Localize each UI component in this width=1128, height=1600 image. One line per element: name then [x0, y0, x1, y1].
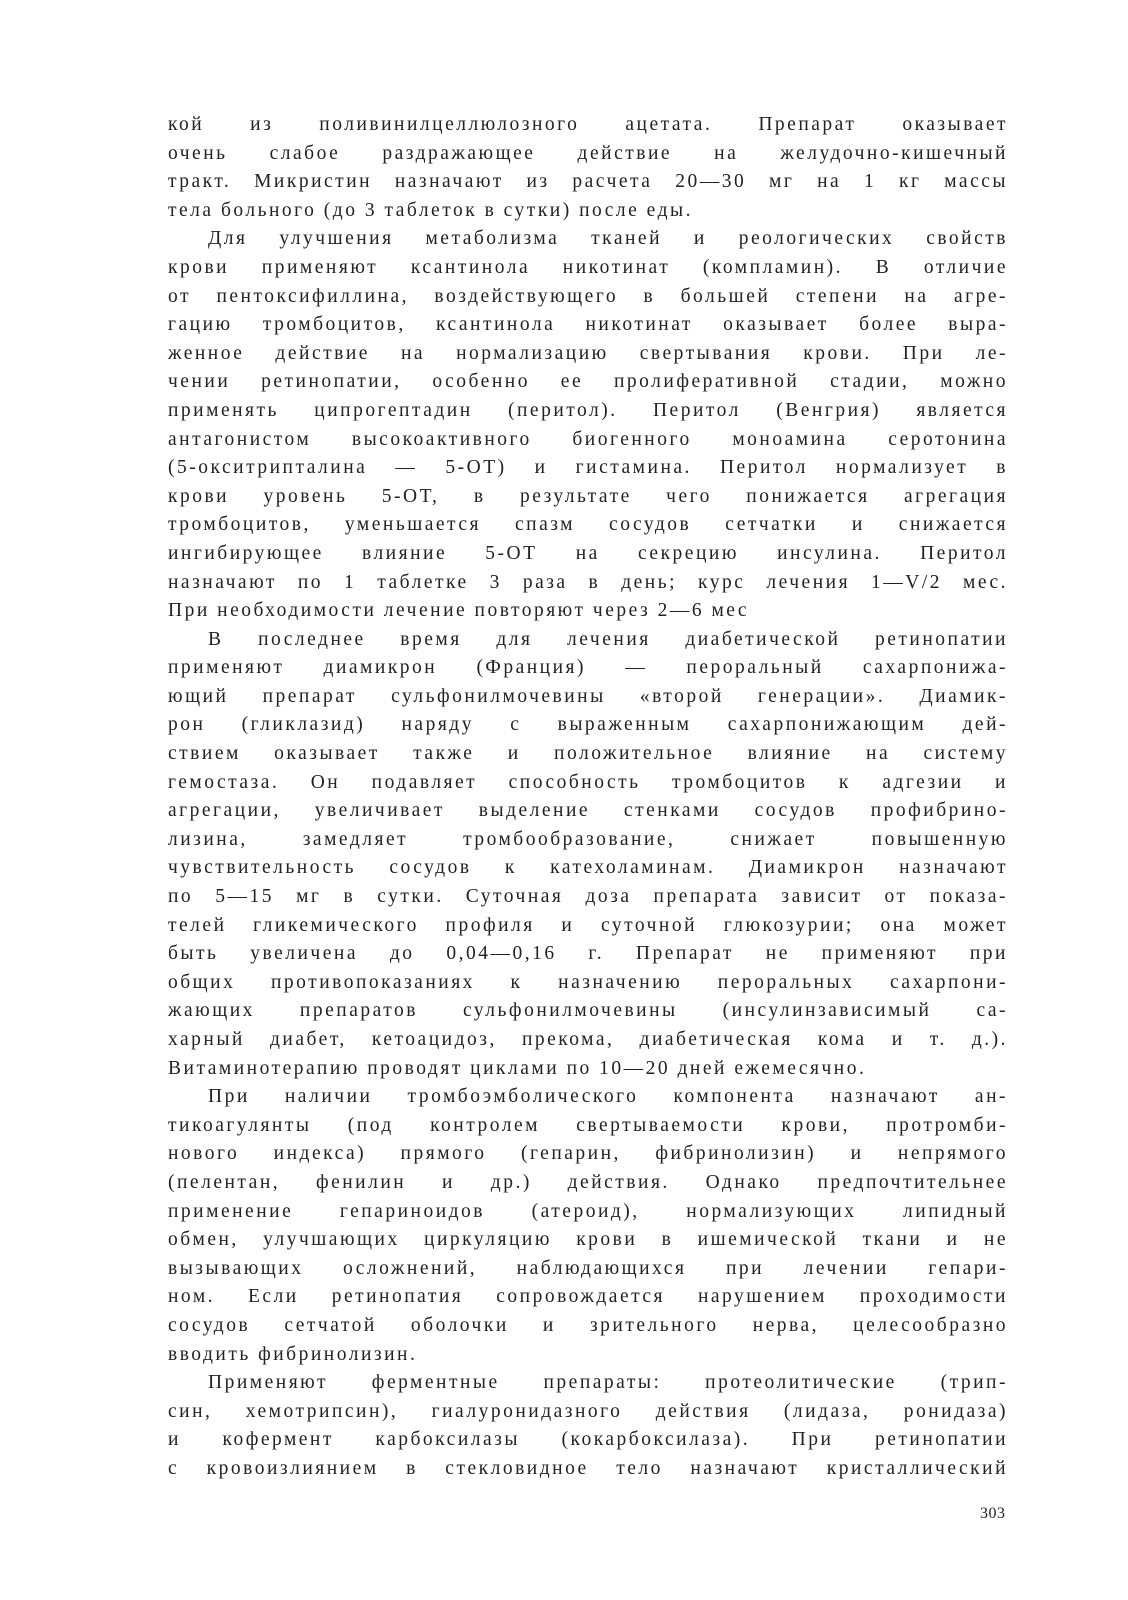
text-line: В последнее время для лечения диабетической ретинопатии [208, 628, 1008, 650]
paragraph-4 [168, 1083, 1008, 1369]
text-line: тромбоцитов, уменьшается спазм сосудов сетчатки и снижается [168, 514, 1008, 536]
text-line: тела больного (до 3 таблеток в сутки) после еды. [168, 199, 693, 221]
text-line: женное действие на нормализацию свертывания крови. При ле- [168, 342, 1008, 364]
text-line: Для улучшения метаболизма тканей и реологических свойств [208, 228, 1008, 250]
text-line: вводить фибринолизин. [168, 1343, 418, 1365]
text-line: кой из поливинилцеллюлозного ацетата. Препарат оказывает [168, 114, 1008, 135]
text-line: очень слабое раздражающее действие на желудочно-кишечный [168, 142, 1008, 164]
text-line: При наличии тромбоэмболического компонента назначают ан- [208, 1086, 1008, 1108]
text-line: крови применяют ксантинола никотинат (компламин). В отличие [168, 256, 1008, 278]
page-number: 303 [980, 1505, 1006, 1522]
text-line: назначают по 1 таблетке 3 раза в день; курс лечения 1—V/2 мес. [168, 571, 1008, 593]
text-line: от пентоксифиллина, воздействующего в большей степени на агре- [168, 285, 1008, 307]
text-line: телей гликемического профиля и суточной глюкозурии; она может [168, 914, 1008, 936]
text-line: нового индекса) прямого (гепарин, фибринолизин) и непрямого [168, 1143, 1008, 1165]
text-line: применять ципрогептадин (перитол). Перитол (Венгрия) является [168, 399, 1008, 421]
text-line: тракт. Микристин назначают из расчета 20—30 мг на 1 кг массы [168, 171, 1008, 193]
text-line: ющий препарат сульфонилмочевины «второй генерации». Диамик- [168, 685, 1008, 707]
text-line: (5-окситрипталина — 5-ОТ) и гистамина. Перитол нормализует в [168, 457, 1008, 479]
text-line: сосудов сетчатой оболочки и зрительного нерва, целесообразно [168, 1314, 1008, 1336]
text-line: Витаминотерапию проводят циклами по 10—20 дней ежемесячно. [168, 1057, 867, 1079]
paragraph-3 [168, 626, 1008, 1084]
text-line: жающих препаратов сульфонилмочевины (инсулинзависимый са- [168, 1000, 1008, 1022]
text-line: гацию тромбоцитов, ксантинола никотинат оказывает более выра- [168, 314, 1008, 336]
text-line: чувствительность сосудов к катехоламинам. Диамикрон назначают [168, 857, 1008, 879]
page-body [168, 111, 1008, 1484]
text-line: ствием оказывает также и положительное влияние на систему [168, 743, 1008, 765]
text-line: тикоагулянты (под контролем свертываемости крови, протромби- [168, 1114, 1008, 1136]
text-line: вызывающих осложнений, наблюдающихся при лечении гепари- [168, 1257, 1008, 1279]
text-line: Применяют ферментные препараты: протеолитические (трип- [208, 1372, 1008, 1394]
text-line: агрегации, увеличивает выделение стенками сосудов профибрино- [168, 800, 1008, 822]
text-line: быть увеличена до 0,04—0,16 г. Препарат не применяют при [168, 943, 1008, 965]
paragraph-2 [168, 225, 1008, 625]
text-line: При необходимости лечение повторяют через 2—6 мес [168, 600, 750, 622]
text-line: по 5—15 мг в сутки. Суточная доза препарата зависит от показа- [168, 886, 1008, 908]
paragraph-5 [168, 1369, 1008, 1483]
text-line: рон (гликлазид) наряду с выраженным сахарпонижающим дей- [168, 714, 1008, 736]
text-line: харный диабет, кетоацидоз, прекома, диабетическая кома и т. д.). [168, 1029, 1008, 1050]
paragraph-1 [168, 111, 1008, 225]
text-line: обмен, улучшающих циркуляцию крови в ишемической ткани и не [168, 1229, 1008, 1251]
text-line: с кровоизлиянием в стекловидное тело назначают кристаллический [168, 1457, 1008, 1479]
text-line: применяют диамикрон (Франция) — пероральный сахарпонижа- [168, 657, 1008, 679]
text-line: (пелентан, фенилин и др.) действия. Однако предпочтительнее [168, 1171, 1008, 1193]
text-line: ном. Если ретинопатия сопровождается нарушением проходимости [168, 1286, 1008, 1308]
text-line: гемостаза. Он подавляет способность тромбоцитов к адгезии и [168, 771, 1008, 793]
text-line: чении ретинопатии, особенно ее пролиферативной стадии, можно [168, 371, 1008, 393]
text-line: лизина, замедляет тромбообразование, снижает повышенную [168, 828, 1008, 850]
text-line: крови уровень 5-ОТ, в результате чего понижается агрегация [168, 485, 1008, 507]
text-line: антагонистом высокоактивного биогенного моноамина серотонина [168, 428, 1008, 450]
text-line: применение гепариноидов (атероид), нормализующих липидный [168, 1200, 1008, 1222]
text-line: общих противопоказаниях к назначению пероральных сахарпони- [168, 971, 1008, 993]
text-line: и кофермент карбоксилазы (кокарбоксилаза). При ретинопатии [168, 1429, 1008, 1451]
text-line: син, хемотрипсин), гиалуронидазного действия (лидаза, ронидаза) [168, 1400, 1008, 1422]
text-line: ингибирующее влияние 5-ОТ на секрецию инсулина. Перитол [168, 542, 1008, 564]
